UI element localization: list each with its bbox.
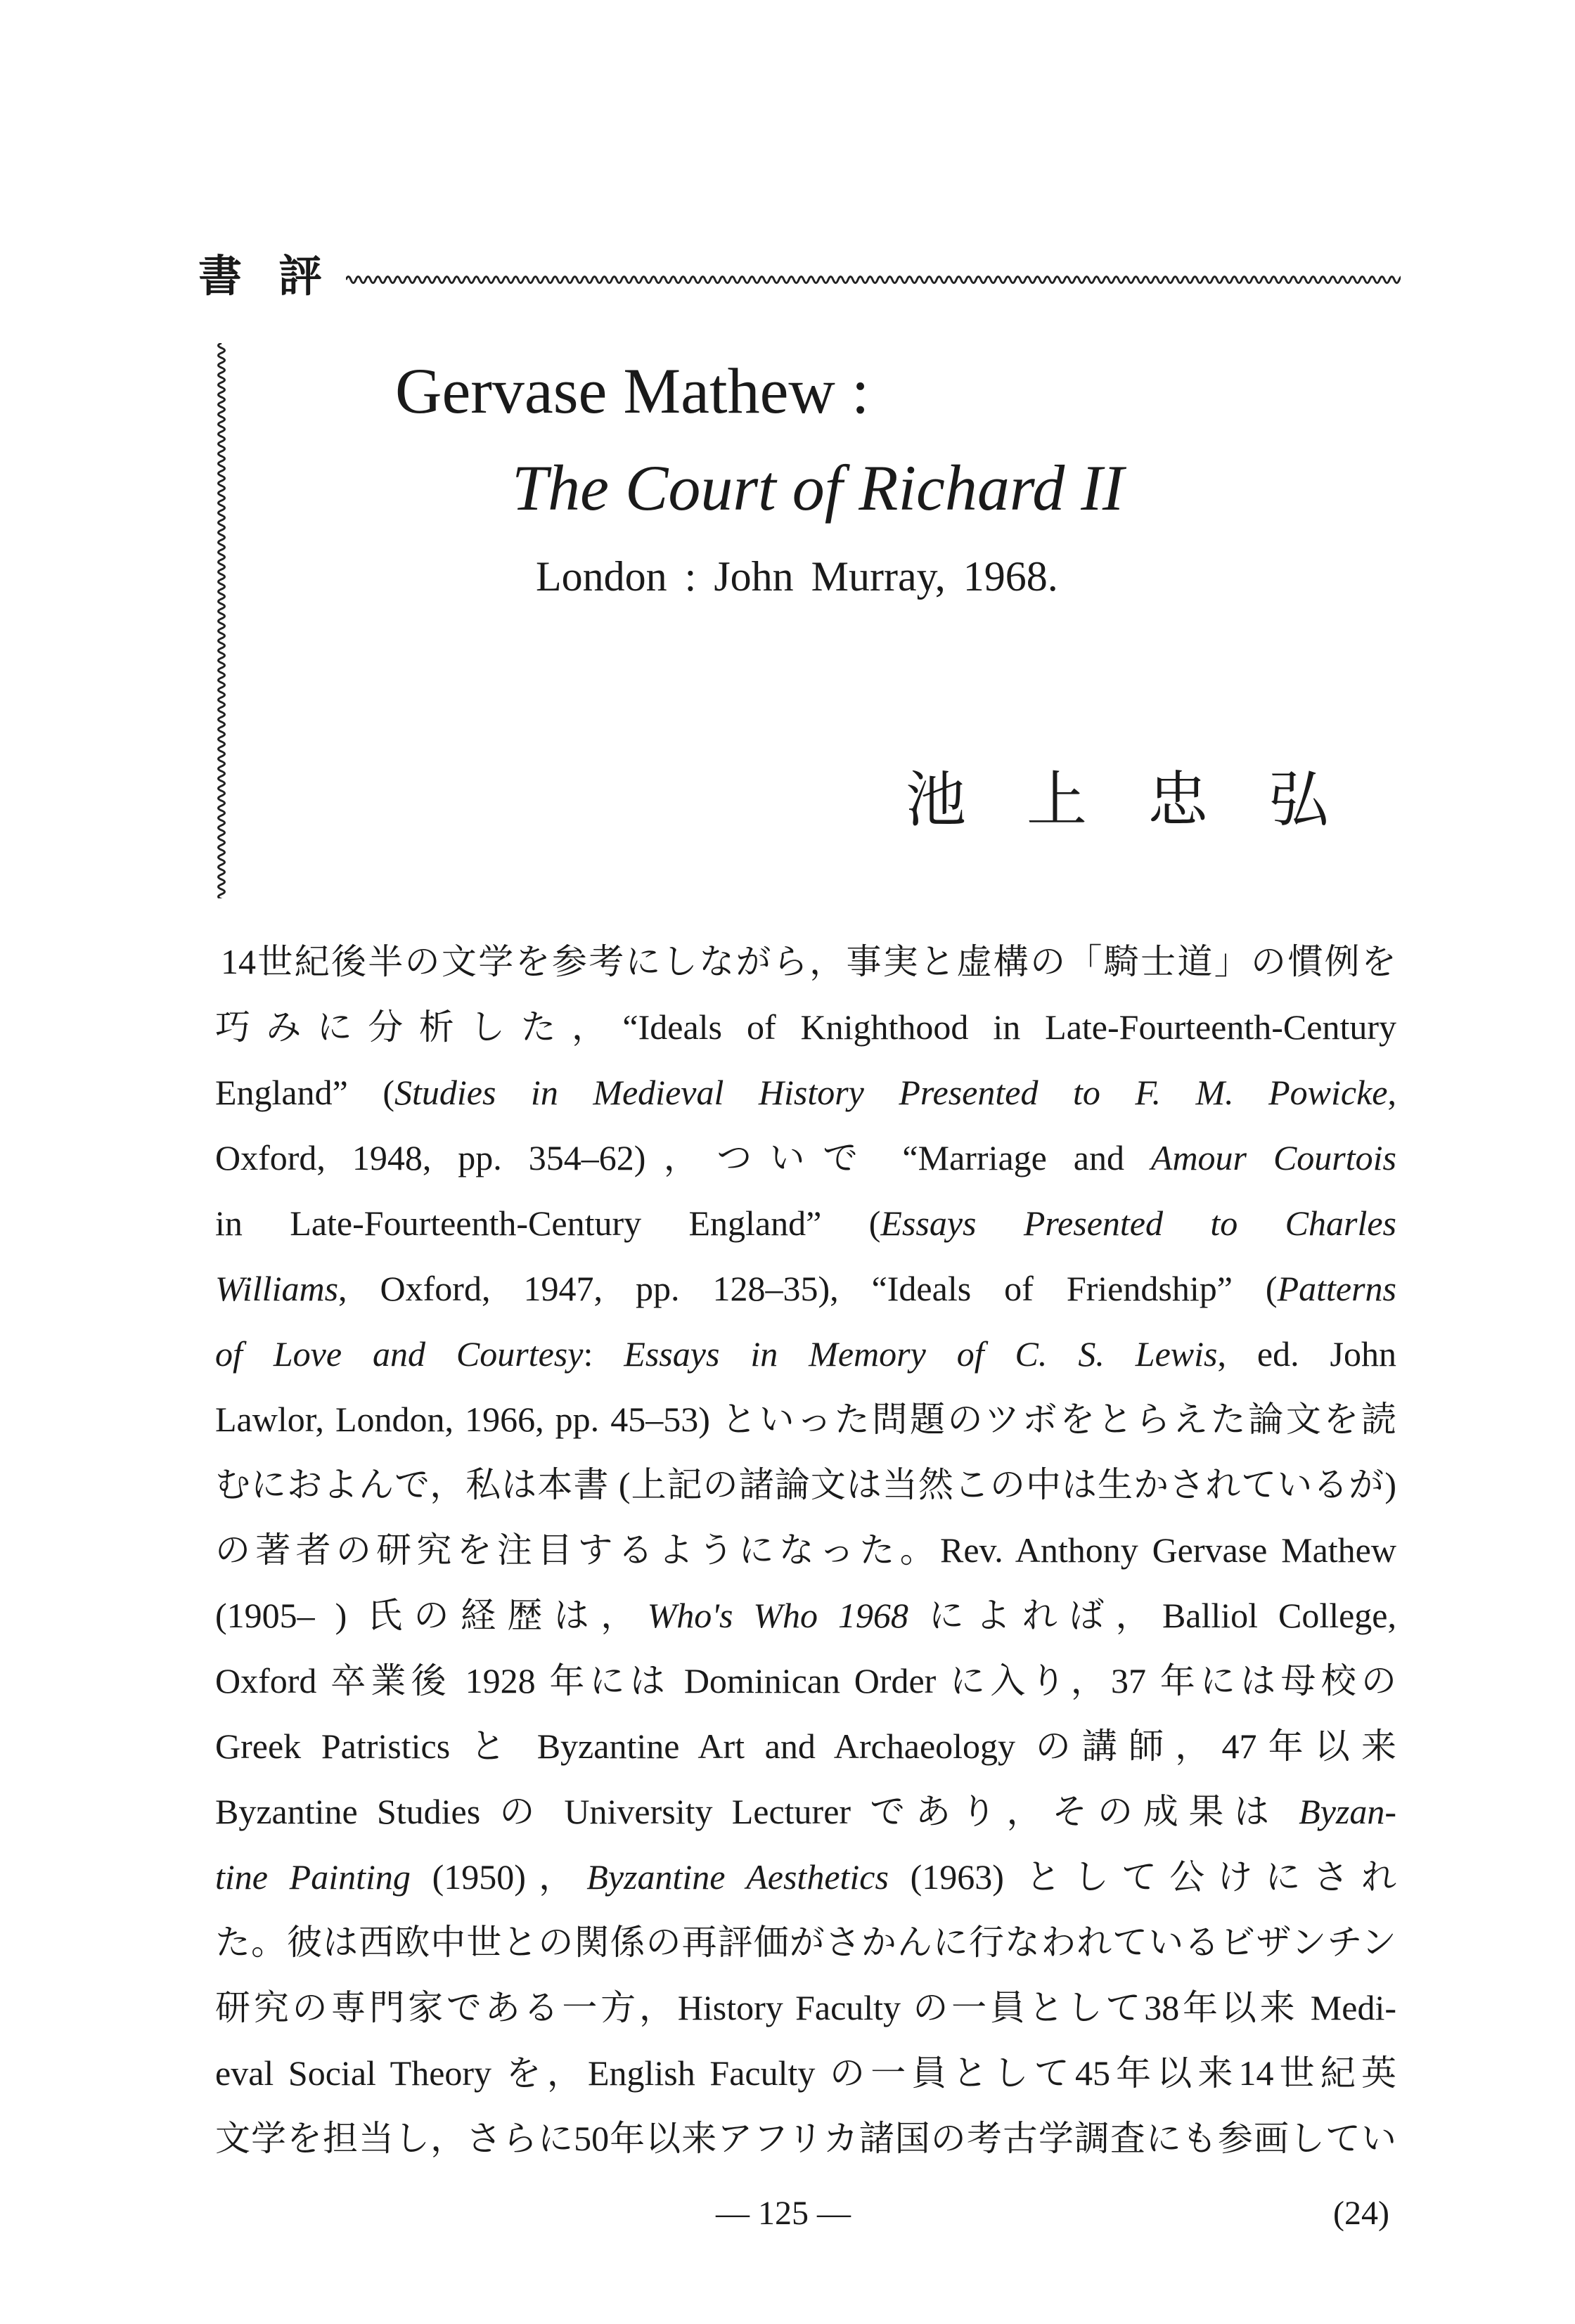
body-line <box>215 1714 1396 1779</box>
text-segment: Greek Patristics と Byzantine Art and Archaeology の講師，47年以来 <box>215 1726 1396 1766</box>
body-line <box>215 1191 1396 1256</box>
italic-text: Essays in Memory of C. S. Lewis <box>624 1334 1218 1374</box>
italic-text: Williams <box>215 1269 339 1308</box>
book-publication: London : John Murray, 1968. <box>536 553 1058 600</box>
text-segment: Oxford 卒業後 1928 年には Dominican Order に入り，37 年には母校の <box>215 1661 1396 1700</box>
body-line <box>215 2106 1396 2171</box>
body-line <box>215 2041 1396 2106</box>
text-segment: , Oxford, 1947, pp. 128–35), “Ideals of Friendship” ( <box>338 1269 1278 1308</box>
review-body <box>215 929 1396 2171</box>
page-number: — 125 — <box>716 2195 851 2232</box>
section-label: 書評 <box>198 250 359 302</box>
italic-text: Patterns <box>1277 1269 1396 1308</box>
text-segment: in Late-Fourteenth-Century England” ( <box>215 1203 881 1243</box>
italic-text: Who's Who 1968 <box>647 1596 908 1635</box>
header-wavy-rule <box>346 269 1401 290</box>
text-segment: Lawlor, London, 1966, pp. 45–53) といった問題のツボをとらえた論文を読 <box>215 1400 1396 1439</box>
text-segment: の著者の研究を注目するようになった。Rev. Anthony Gervase Mathew <box>215 1530 1396 1570</box>
italic-text: tine Painting <box>215 1857 411 1897</box>
text-segment: , ed. John <box>1217 1334 1396 1374</box>
text-segment: , <box>1387 1073 1396 1112</box>
italic-text: Amour Courtois <box>1150 1138 1396 1177</box>
italic-text: of Love and Courtesy <box>215 1334 584 1374</box>
text-segment: England” ( <box>215 1073 394 1112</box>
reviewer-name: 池上忠弘 <box>906 765 1389 835</box>
page-index: (24) <box>1333 2195 1389 2232</box>
side-wavy-rule <box>211 343 232 898</box>
body-line <box>215 1910 1396 1975</box>
italic-text: Byzantine Aesthetics <box>586 1857 889 1897</box>
text-segment: Oxford, 1948, pp. 354–62)，ついで “Marriage and <box>215 1138 1151 1177</box>
book-title: The Court of Richard II <box>512 452 1124 524</box>
text-segment: (1950)， <box>410 1857 587 1897</box>
italic-text: Essays Presented to Charles <box>880 1203 1396 1243</box>
italic-text: Byzan- <box>1299 1792 1396 1831</box>
text-segment: た。彼は西欧中世との関係の再評価がさかんに行なわれているビザンチン <box>215 1923 1396 1962</box>
body-line <box>215 1060 1396 1125</box>
body-line <box>215 995 1396 1060</box>
body-line <box>215 1845 1396 1910</box>
body-line <box>215 1452 1396 1518</box>
body-line <box>215 1583 1396 1648</box>
body-line <box>215 1975 1396 2041</box>
text-segment: 文学を担当し，さらに50年以来アフリカ諸国の考古学調査にも参画してい <box>215 2119 1396 2158</box>
text-segment: むにおよんで，私は本書 (上記の諸論文は当然この中は生かされているが) <box>215 1465 1396 1504</box>
body-line <box>215 929 1396 995</box>
text-segment: 研究の専門家である一方，History Faculty の一員として38年以来 Medi- <box>215 1988 1396 2027</box>
text-segment: Byzantine Studies の University Lecturer であり，その成果は <box>215 1792 1299 1831</box>
text-segment: (1905– ) 氏の経歴は， <box>215 1596 648 1635</box>
body-line <box>215 1322 1396 1387</box>
text-segment: によれば，Balliol College, <box>908 1596 1396 1635</box>
text-segment: eval Social Theory を，English Faculty の一員として45年以来14世紀英 <box>215 2053 1396 2093</box>
body-line <box>215 1518 1396 1583</box>
text-segment: 巧みに分析した，“Ideals of Knighthood in Late-Fourteenth-Century <box>215 1007 1396 1047</box>
body-line <box>215 1648 1396 1714</box>
body-line <box>215 1779 1396 1845</box>
text-segment: 14世紀後半の文学を参考にしながら，事実と虚構の「騎士道」の慣例を <box>221 942 1396 981</box>
italic-text: Studies in Medieval History Presented to F. M. Powicke <box>394 1073 1388 1112</box>
body-line <box>215 1125 1396 1191</box>
book-author: Gervase Mathew : <box>395 355 870 427</box>
body-line <box>215 1387 1396 1452</box>
text-segment: : <box>583 1334 624 1374</box>
text-segment: (1963) として公けにされ <box>888 1857 1396 1897</box>
body-line <box>215 1256 1396 1322</box>
